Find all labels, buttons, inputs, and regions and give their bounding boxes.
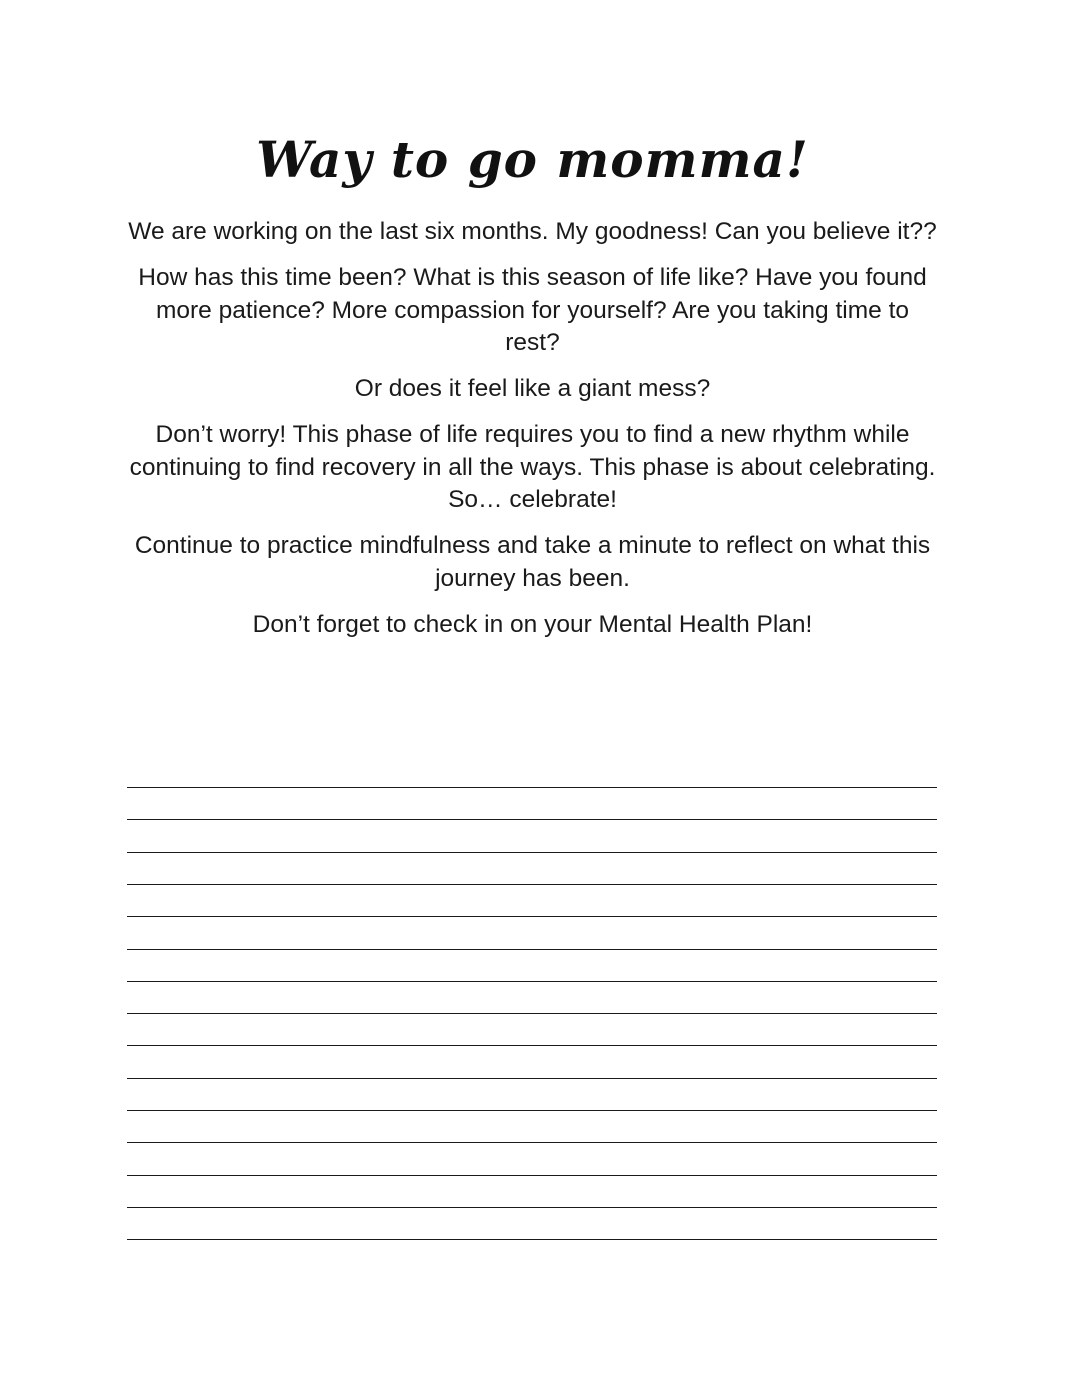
paragraph-mindfulness: Continue to practice mindfulness and take a minute to reflect on what this journey has been. [134, 532, 931, 592]
writing-line[interactable] [127, 819, 937, 820]
writing-line[interactable] [127, 1078, 937, 1079]
writing-line[interactable] [127, 1175, 937, 1176]
paragraph-mental-health-plan: Don’t forget to check in on your Mental Health Plan! [252, 610, 813, 638]
writing-line[interactable] [127, 916, 937, 917]
writing-line[interactable] [127, 1142, 937, 1143]
paragraph-new-rhythm: Don’t worry! This phase of life requires you to find a new rhythm while continuing to find recovery in all the ways. This phase is about celebrating. So… celebrate! [129, 421, 936, 513]
intro-text [127, 216, 938, 655]
paragraph-giant-mess: Or does it feel like a giant mess? [354, 375, 711, 402]
writing-lines[interactable] [127, 787, 937, 1247]
writing-line[interactable] [127, 1239, 937, 1240]
writing-line[interactable] [127, 852, 937, 853]
writing-line[interactable] [127, 787, 937, 788]
page-title: Way to go momma! [256, 130, 809, 189]
writing-line[interactable] [127, 1207, 937, 1208]
paragraph-six-months: We are working on the last six months. My goodness! Can you believe it?? [128, 218, 937, 245]
writing-line[interactable] [127, 1045, 937, 1046]
paragraph-reflection-questions: How has this time been? What is this season of life like? Have you found more patience? More compassion for yourself? Are you taking time to rest? [138, 264, 927, 356]
writing-line[interactable] [127, 981, 937, 982]
writing-line[interactable] [127, 884, 937, 885]
writing-line[interactable] [127, 1110, 937, 1111]
writing-line[interactable] [127, 1013, 937, 1014]
writing-line[interactable] [127, 949, 937, 950]
